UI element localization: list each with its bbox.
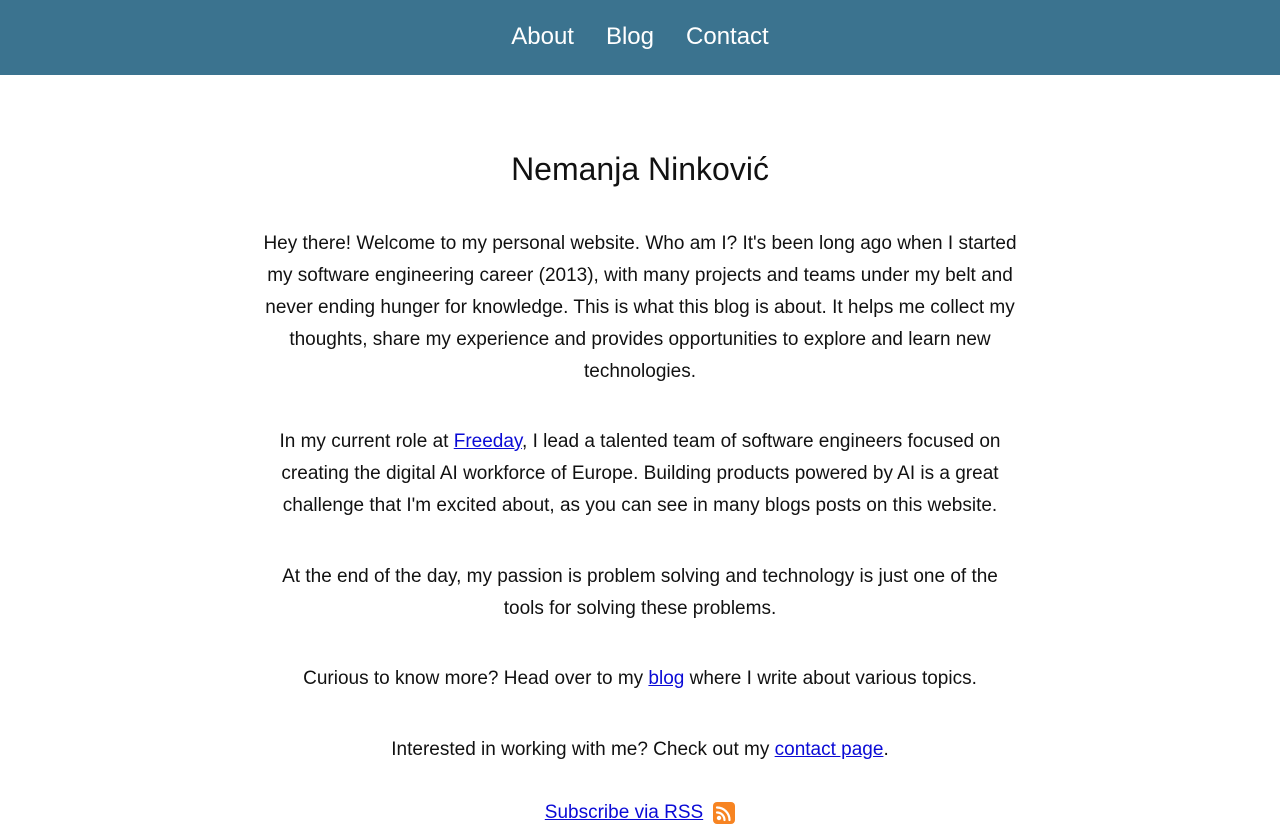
blog-link[interactable]: blog <box>648 668 685 689</box>
rss-feed-icon[interactable] <box>713 802 735 824</box>
p2-text-before: In my current role at <box>279 431 454 452</box>
freeday-link[interactable]: Freeday <box>453 431 523 452</box>
top-navigation <box>0 0 1280 75</box>
p4-text-before: Curious to know more? Head over to my <box>303 668 649 689</box>
nav-link-contact[interactable]: Contact <box>686 22 769 50</box>
blog-paragraph <box>240 663 1040 695</box>
p2-text-after: , I lead a talented team of software engineers focused on creating the digital AI workforce of Europe. Building products powered by AI is a great challenge that I'm excited about, as you can see in many blogs posts on this website. <box>281 431 1001 516</box>
page-title: Nemanja Ninković <box>511 151 769 187</box>
nav-link-about[interactable]: About <box>511 22 574 50</box>
passion-paragraph: At the end of the day, my passion is problem solving and technology is just one of the tools for solving these problems. <box>282 566 998 619</box>
contact-paragraph <box>240 734 1040 766</box>
main-content <box>240 120 1040 825</box>
intro-paragraph: Hey there! Welcome to my personal website. Who am I? It's been long ago when I started my software engineering career (2013), with many projects and teams under my belt and never ending hunger for knowledge. This is what this blog is about. It helps me collect my thoughts, share my experience and provides opportunities to explore and learn new technologies. <box>263 233 1017 382</box>
p5-text-before: Interested in working with me? Check out my <box>391 739 775 760</box>
rss-subscribe-row <box>240 801 1040 825</box>
subscribe-rss-link[interactable]: Subscribe via RSS <box>544 802 704 823</box>
p5-text-after: . <box>883 739 889 760</box>
contact-page-link[interactable]: contact page <box>774 739 884 760</box>
current-role-paragraph <box>240 426 1040 522</box>
nav-link-blog[interactable]: Blog <box>605 22 655 50</box>
p4-text-after: where I write about various topics. <box>684 668 977 689</box>
